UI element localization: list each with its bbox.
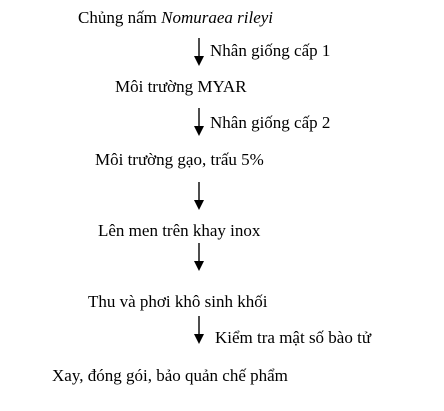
arrow-down-icon bbox=[193, 108, 205, 136]
arrow-down-icon bbox=[193, 38, 205, 66]
step-label-2: Nhân giống cấp 2 bbox=[210, 113, 331, 132]
node-harvest-dry: Thu và phơi khô sinh khối bbox=[88, 292, 268, 311]
arrow-down-icon bbox=[193, 243, 205, 271]
node-strain bbox=[78, 8, 273, 28]
node-strain-species: Nomuraea rileyi bbox=[161, 8, 274, 27]
node-rice-husk-medium: Môi trường gạo, trấu 5% bbox=[95, 150, 264, 169]
arrow-down-icon bbox=[193, 316, 205, 344]
arrow-down-icon bbox=[193, 182, 205, 210]
step-label-5: Kiểm tra mật số bào tử bbox=[215, 328, 372, 347]
step-label-1: Nhân giống cấp 1 bbox=[210, 41, 331, 60]
node-fermentation: Lên men trên khay inox bbox=[98, 221, 261, 240]
node-strain-text: Chủng nấm bbox=[78, 8, 162, 27]
node-myar-medium: Môi trường MYAR bbox=[115, 77, 247, 96]
node-grind-package: Xay, đóng gói, bảo quản chế phẩm bbox=[52, 366, 288, 385]
